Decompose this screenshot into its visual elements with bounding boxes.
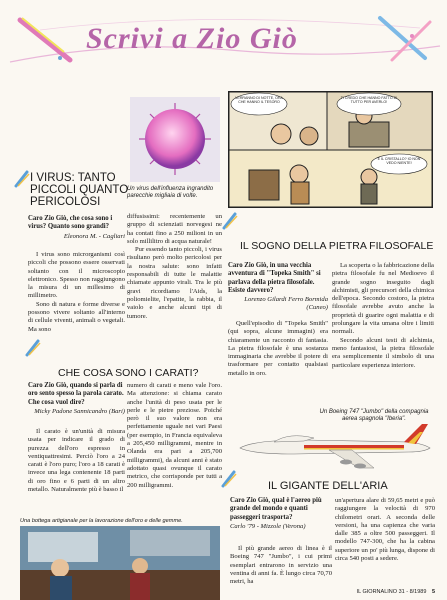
boeing-747-illustration: [234, 418, 434, 476]
virus-caption: Un virus dell'influenza ingrandito parecchie migliaia di volte.: [127, 186, 214, 200]
virus-photo: [130, 97, 220, 182]
page-number: 5: [431, 589, 435, 595]
aria-body-2: [335, 497, 435, 563]
virus-question: Caro Zio Giò, che cosa sono i virus? Quanto sono grandi?: [28, 215, 113, 231]
carati-body-1: [28, 428, 125, 494]
carati-caption: Una bottega artigianale per la lavorazione dell'oro e delle gemme.: [20, 518, 183, 524]
carati-paragraph-1: Il carato è un'unità di misura usata per indicare il grado di purezza dell'oro espresso in ventiquattresimi. Perciò l'oro a 24 carati è l'oro puro; l'oro a 18 carati è invece una lega contenente 18 parti di oro fino e 6 parti di un altro metallo. Naturalmente più è basso il: [28, 428, 125, 494]
carati-paragraph-2: numero di carati e meno vale l'oro. Ma attenzione: si chiama carato anche l'unità di peso usata per le perle e le pietre preziose. Poiché però il suo valore non era perfettamente uguale nei vari Paesi (per esempio, in Francia equivaleva a 205,450 milligrammi, mentre in Olanda era pari a 205,700 milligrammi), da alcuni anni è stato adottato quasi ovunque il carato metrico, che corrisponde per tutti a 200 milligrammi.: [127, 382, 222, 489]
pietra-paragraph-2: La scoperta o la fabbricazione della pietra filosofale fu nel Medioevo il grande sogno inseguito dagli alchimisti, gli precursori della chimica dell'epoca. Secondo costoro, la pietra filosofale avrebbe avuto anche la proprietà di guarire ogni malattia e di prolungare la vita umana oltre i limiti normali.: [332, 262, 434, 336]
carati-signature: Micky Padone Sannicandro (Bari): [34, 408, 125, 415]
pietra-heading: IL SOGNO DELLA PIETRA FILOSOFALE: [240, 240, 434, 252]
aria-question: Caro Zio Giò, qual è l'aereo più grande del mondo e quanti passeggeri trasporta?: [230, 497, 322, 521]
virus-heading: I VIRUS: TANTO PICCOLI QUANTO PERICOLOSI: [30, 172, 129, 209]
feather-pencil-icon: [222, 212, 238, 230]
aria-paragraph-2: un'apertura alare di 59,65 metri e può raggiungere la velocità di 970 chilometri orari. A seconda delle versioni, ha una capienza che varia dalle 385 a oltre 500 passeggeri. Il modello 747-300, che ha la cabina superiore un po' più lunga, dispone di circa 540 posti a sedere.: [335, 497, 435, 563]
page-title: Scrivi a Zio Giò: [86, 22, 298, 55]
magazine-issue: IL GIORNALINO 31 - 8/1989: [356, 589, 427, 595]
virus-signature: Eleonora M. - Cagliari: [63, 233, 125, 240]
pietra-signature: Lorenzo Gilardi Ferro Bormida (Cuneo): [244, 296, 328, 312]
comic-bubble-1: VERRANNO DI NOTTE, ORA CHE HANNO IL TESORO: [235, 96, 283, 104]
virus-body: [28, 251, 125, 334]
virus-paragraph-2: Sono di natura e forme diverse e possono vivere soltanto all'interno di cellule viventi, animali o vegetali. Ma sono: [28, 300, 125, 333]
comic-bubble-2: TI CREDO CHE HANNO FATTO DI TUTTO PER AVERLO!: [340, 96, 398, 104]
workshop-photo: [20, 526, 220, 600]
aria-body-1: [230, 545, 332, 586]
pietra-question: Caro Zio Giò, in una vecchia avventura di "Topeka Smith" si parlava della pietra filosofale. Esiste davvero?: [228, 262, 321, 295]
pietra-body-2: [332, 262, 434, 370]
virus-paragraph-1: I virus sono microrganismi così piccoli che possono essere osservati soltanto con il microscopio elettronico. Spesso non raggiungono la misura di un millesimo di millimetro.: [28, 251, 125, 300]
feather-pencil-icon: [25, 339, 41, 357]
pietra-paragraph-1: Quell'episodio di "Topeka Smith" (qui sopra, alcune immagini) era chiaramente un racconto di fantasia. La pietra filosofale è una sostanza immaginaria che avrebbe il potere di trasformare per contatto qualsiasi metallo in oro.: [228, 320, 328, 377]
feather-pencil-icon: [14, 170, 30, 188]
comic-illustration: [229, 92, 432, 207]
page-footer: [335, 589, 435, 595]
aria-paragraph-1: Il più grande aereo di linea è il Boeing 747 "Jumbo", i cui primi esemplari entrarono in servizio una ventina di anni fa. È lungo circa 70,70 metri, ha: [230, 545, 332, 586]
airplane-photo: [234, 418, 434, 476]
carati-heading: CHE COSA SONO I CARATI?: [58, 367, 199, 379]
virus-body-continued: [127, 213, 222, 321]
workshop-illustration: [20, 526, 220, 600]
header-banner: [0, 0, 447, 80]
comic-strip: [228, 91, 433, 208]
feather-pencil-icon: [221, 470, 237, 488]
carati-question: Caro Zio Giò, quando si parla di oro sento spesso la parola carato. Che cosa vuol dire?: [28, 382, 124, 406]
pietra-body-1: [228, 320, 328, 378]
carati-body-2: [127, 382, 222, 490]
aria-signature: Carlo '79 - Mizzole (Verona): [230, 523, 306, 530]
virus-paragraph-4: Pur essendo tanto piccoli, i virus risultano però molto pericolosi per la nostra salute: sono infatti responsabili di tutte le malattie chiamate appunto virali. Tra le più gravi ricordiamo l'Aids, la poliomielite, l'epatite, la rabbia, il vaiolo e anche alcuni tipi di tumore.: [127, 246, 222, 320]
aria-caption: Un Boeing 747 "Jumbo" della compagnia aerea spagnola "Iberia".: [319, 409, 429, 423]
comic-bubble-3: E IL CRISTALLO? IO NON VEDO NIENTE!: [377, 157, 421, 165]
aria-heading: IL GIGANTE DELL'ARIA: [268, 480, 388, 492]
pietra-paragraph-3: Secondo alcuni testi di alchimia, meno fantasiosi, la pietra filosofale era semplicemente il simbolo di una particolare esperienza interiore.: [332, 336, 434, 369]
virus-illustration: [130, 97, 220, 182]
virus-paragraph-3: diffusissimi: recentemente un gruppo di scienziati norvegesi ne ha contati fino a 250 milioni in un solo millilitro di acqua naturale!: [127, 213, 222, 245]
